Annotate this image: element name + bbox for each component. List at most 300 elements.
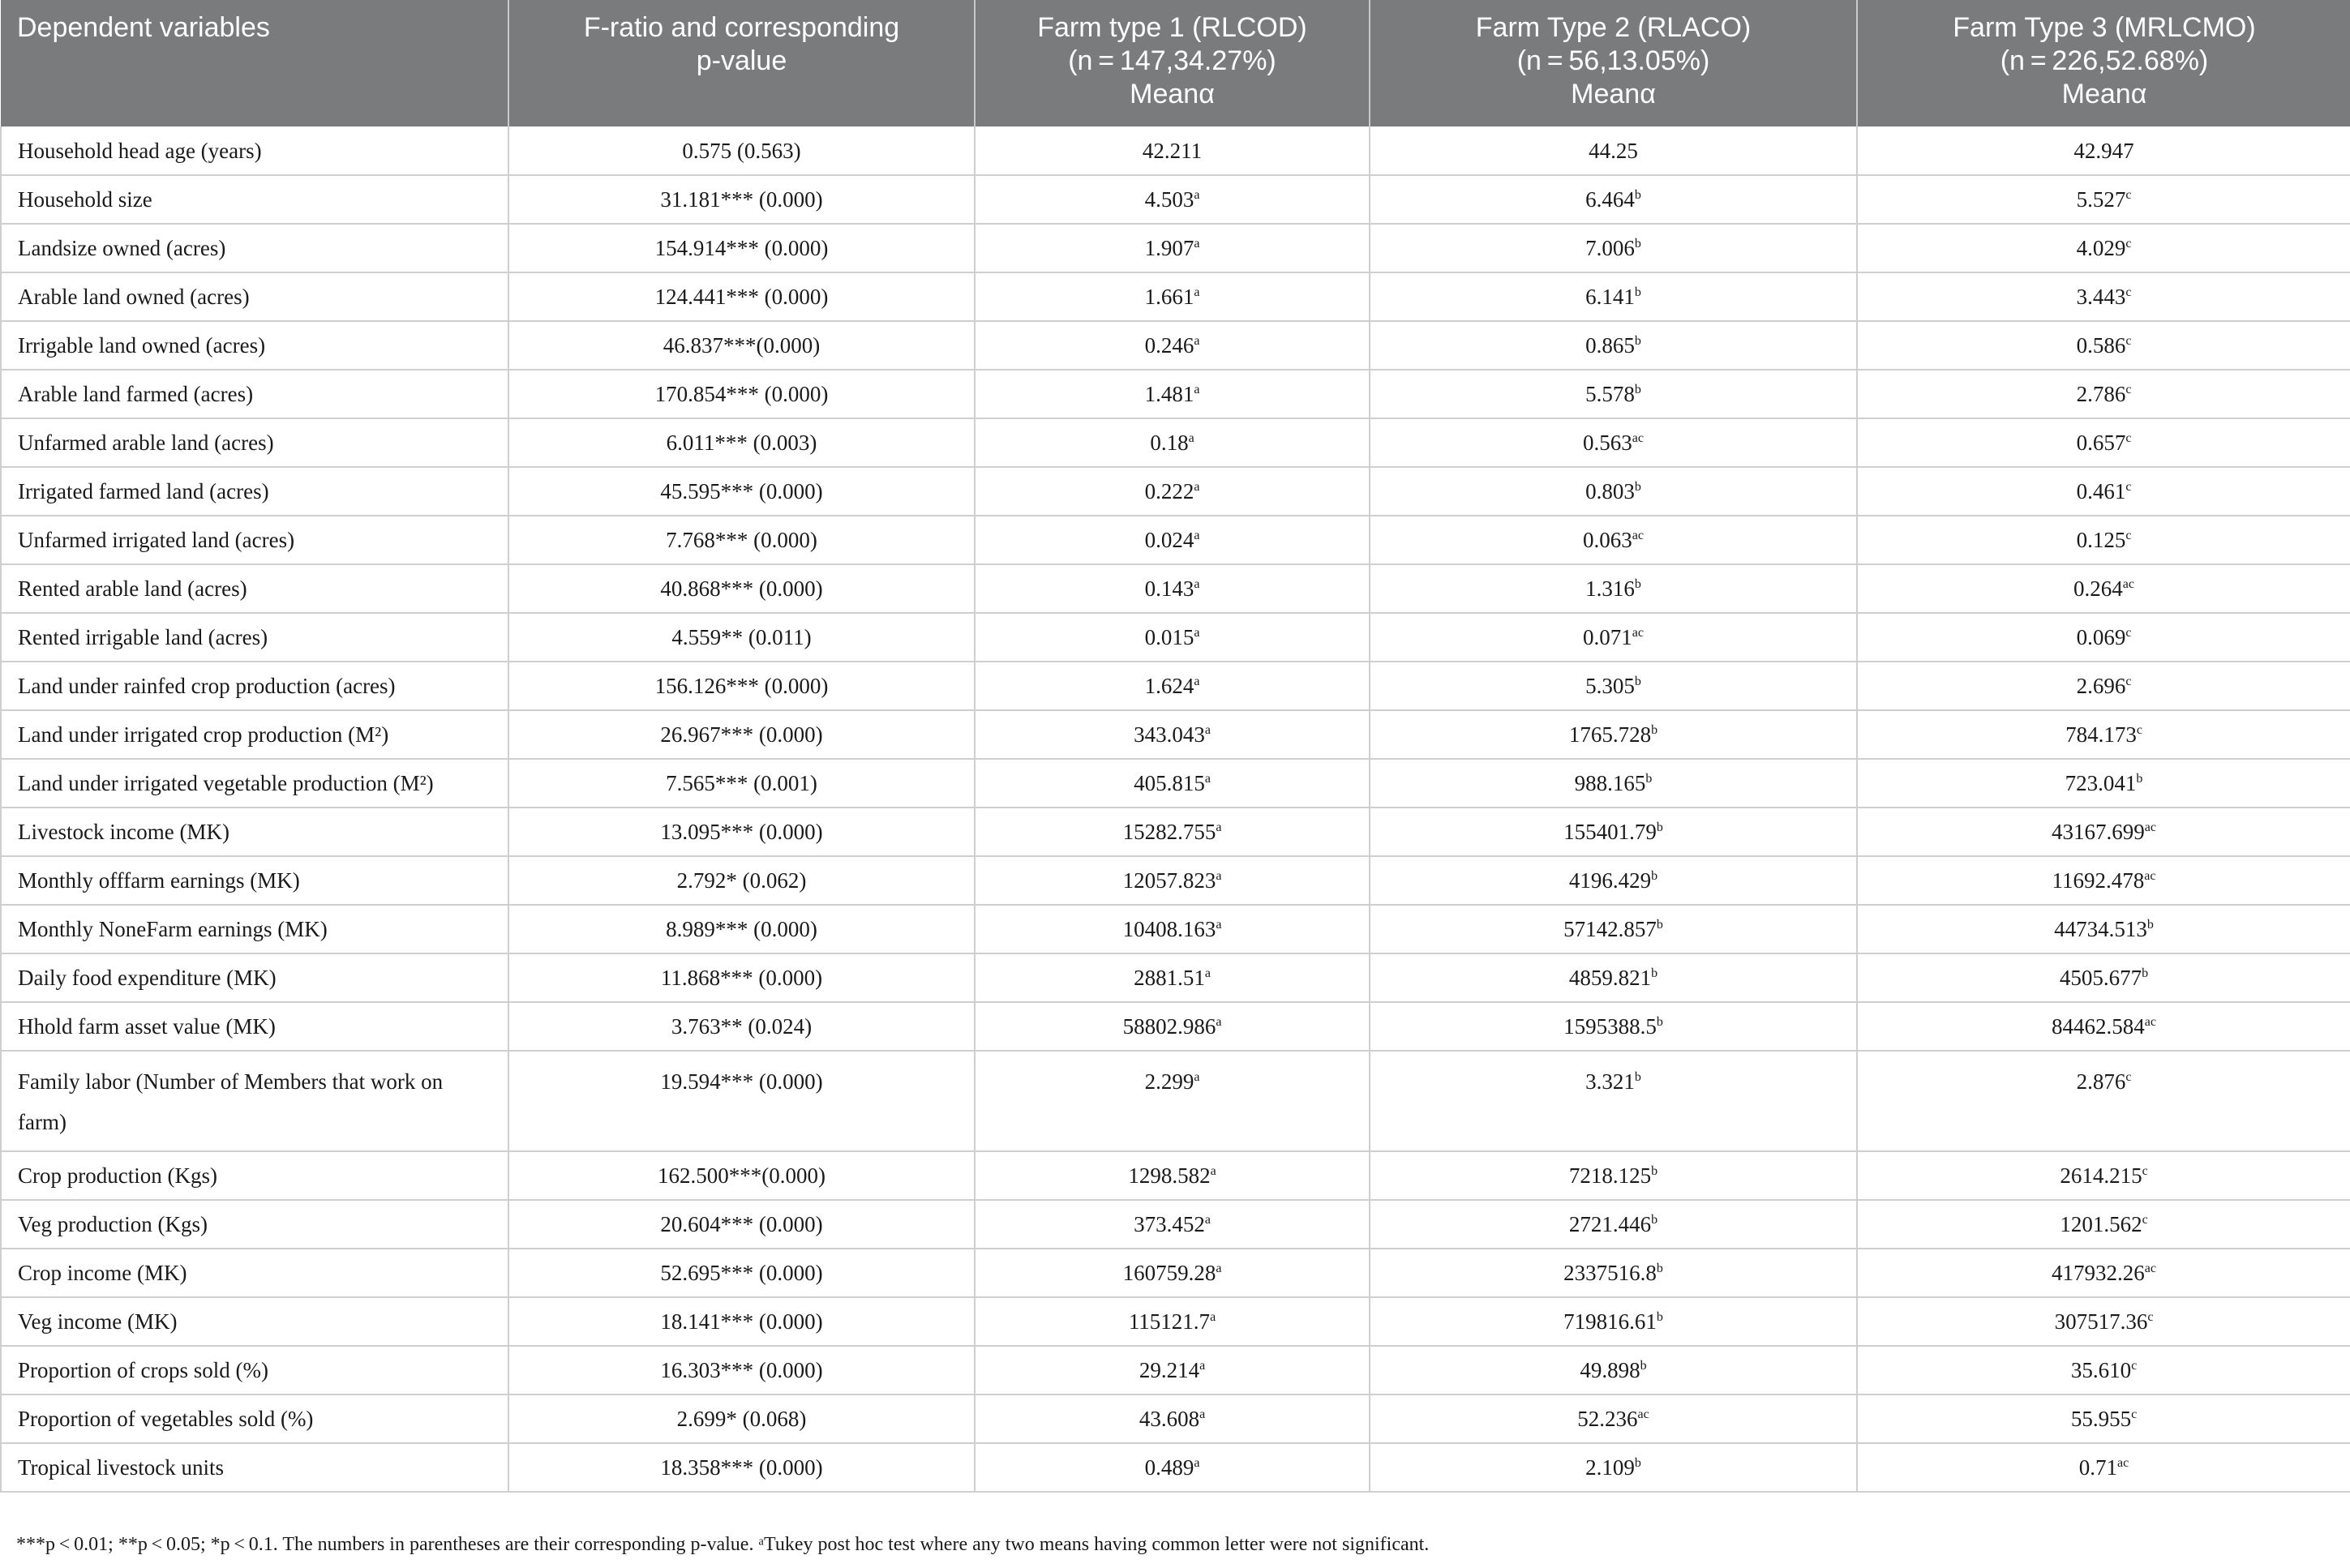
- variable-cell: Family labor (Number of Members that work on farm): [1, 1051, 508, 1151]
- tukey-letter: c: [2125, 626, 2132, 640]
- header-line: Farm Type 2 (RLACO): [1475, 12, 1752, 43]
- farm-type-1-mean-cell: [975, 1394, 1370, 1443]
- variable-cell: Land under irrigated crop production (M²): [1, 710, 508, 759]
- header-line: Dependent variables: [17, 12, 270, 43]
- f-ratio-cell: 18.141*** (0.000): [508, 1297, 975, 1346]
- table-row: [1, 564, 2350, 613]
- f-ratio-cell: 20.604*** (0.000): [508, 1200, 975, 1249]
- tukey-letter: c: [2125, 285, 2132, 299]
- farm-type-1-mean-cell: [975, 1151, 1370, 1200]
- farm-type-2-mean-cell: [1370, 1151, 1857, 1200]
- farm-type-2-mean-cell: [1370, 564, 1857, 613]
- table-row: [1, 224, 2350, 272]
- tukey-letter: ac: [2144, 869, 2156, 883]
- farm-type-1-mean-cell: [975, 613, 1370, 662]
- table-row: [1, 321, 2350, 370]
- mean-value: 6.141: [1585, 285, 1635, 309]
- mean-value: 52.236: [1577, 1407, 1638, 1431]
- mean-value: 1201.562: [2060, 1212, 2142, 1236]
- farm-type-1-mean-cell: [975, 1051, 1370, 1151]
- mean-value: 43167.699: [2052, 820, 2145, 844]
- mean-value: 2614.215: [2060, 1163, 2142, 1188]
- tukey-letter: c: [2131, 1407, 2138, 1421]
- farm-type-3-mean-cell: [1857, 418, 2350, 467]
- farm-type-3-mean-cell: [1857, 662, 2350, 710]
- variable-cell: Hhold farm asset value (MK): [1, 1002, 508, 1051]
- variable-cell: Arable land farmed (acres): [1, 370, 508, 418]
- farm-type-2-mean-cell: [1370, 759, 1857, 808]
- variable-cell: Land under rainfed crop production (acres): [1, 662, 508, 710]
- tukey-letter: b: [1634, 285, 1641, 299]
- tukey-letter: c: [2125, 529, 2132, 542]
- variable-cell: Daily food expenditure (MK): [1, 953, 508, 1002]
- tukey-letter: a: [1194, 675, 1200, 688]
- mean-value: 405.815: [1134, 771, 1205, 795]
- farm-type-3-mean-cell: [1857, 321, 2350, 370]
- farm-type-1-mean-cell: [975, 759, 1370, 808]
- farm-type-1-mean-cell: [975, 516, 1370, 564]
- table-row: [1, 126, 2350, 175]
- farm-type-3-mean-cell: [1857, 224, 2350, 272]
- tukey-letter: ac: [1637, 1407, 1649, 1421]
- table-row: [1, 1346, 2350, 1394]
- farm-type-3-mean-cell: [1857, 1200, 2350, 1249]
- f-ratio-cell: 0.575 (0.563): [508, 126, 975, 175]
- mean-value: 29.214: [1139, 1358, 1200, 1382]
- mean-value: 2721.446: [1568, 1212, 1652, 1236]
- mean-value: 55.955: [2070, 1407, 2132, 1431]
- tukey-letter: a: [1194, 529, 1200, 542]
- mean-value: 160759.28: [1122, 1261, 1216, 1285]
- tukey-letter: c: [2142, 1213, 2148, 1227]
- tukey-letter: b: [1656, 1262, 1663, 1275]
- variable-cell: Land under irrigated vegetable production (M²): [1, 759, 508, 808]
- f-ratio-cell: 46.837***(0.000): [508, 321, 975, 370]
- mean-value: 0.143: [1144, 576, 1194, 601]
- variable-cell: Crop production (Kgs): [1, 1151, 508, 1200]
- mean-value: 6.464: [1585, 187, 1635, 212]
- f-ratio-cell: 7.768*** (0.000): [508, 516, 975, 564]
- table-row: [1, 516, 2350, 564]
- table-row: [1, 1443, 2350, 1492]
- farm-type-1-mean-cell: [975, 1200, 1370, 1249]
- farm-type-1-mean-cell: [975, 564, 1370, 613]
- mean-value: 0.461: [2076, 479, 2126, 503]
- tukey-letter: a: [1204, 723, 1211, 737]
- farm-type-2-mean-cell: [1370, 418, 1857, 467]
- header-line: F-ratio and corresponding: [583, 12, 900, 43]
- variable-cell: Landsize owned (acres): [1, 224, 508, 272]
- farm-type-3-mean-cell: [1857, 808, 2350, 856]
- farm-type-2-mean-cell: [1370, 856, 1857, 905]
- variable-cell: Rented arable land (acres): [1, 564, 508, 613]
- farm-type-2-mean-cell: [1370, 1249, 1857, 1297]
- mean-value: 7218.125: [1568, 1163, 1652, 1188]
- mean-value: 7.006: [1585, 236, 1635, 260]
- farm-type-2-mean-cell: [1370, 1002, 1857, 1051]
- mean-value: 0.222: [1144, 479, 1194, 503]
- farm-type-3-mean-cell: [1857, 564, 2350, 613]
- mean-value: 1.661: [1144, 285, 1194, 309]
- tukey-letter: a: [1194, 383, 1200, 396]
- mean-value: 15282.755: [1122, 820, 1216, 844]
- farm-type-3-mean-cell: [1857, 467, 2350, 516]
- mean-value: 1765.728: [1568, 722, 1652, 747]
- header-row: [1, 0, 2350, 126]
- farm-type-1-mean-cell: [975, 175, 1370, 224]
- mean-value: 0.071: [1583, 625, 1632, 649]
- f-ratio-cell: 162.500***(0.000): [508, 1151, 975, 1200]
- tukey-letter: b: [1651, 723, 1658, 737]
- mean-value: 3.443: [2076, 285, 2126, 309]
- variable-cell: Proportion of vegetables sold (%): [1, 1394, 508, 1443]
- mean-value: 2.696: [2076, 674, 2126, 698]
- mean-value: 723.041: [2065, 771, 2137, 795]
- f-ratio-cell: 170.854*** (0.000): [508, 370, 975, 418]
- variable-cell: Household head age (years): [1, 126, 508, 175]
- farm-type-3-mean-cell: [1857, 272, 2350, 321]
- mean-value: 1.481: [1144, 382, 1194, 406]
- tukey-letter: b: [2142, 966, 2149, 980]
- farm-type-2-mean-cell: [1370, 808, 1857, 856]
- tukey-letter: a: [1199, 1407, 1206, 1421]
- tukey-letter: b: [1634, 383, 1641, 396]
- tukey-letter: c: [2136, 723, 2142, 737]
- farm-type-3-mean-cell: [1857, 1002, 2350, 1051]
- tukey-letter: a: [1204, 966, 1211, 980]
- table-body: [1, 126, 2350, 1492]
- tukey-letter: b: [1640, 1359, 1647, 1373]
- mean-value: 2337516.8: [1563, 1261, 1657, 1285]
- tukey-letter: b: [1651, 966, 1658, 980]
- tukey-letter: a: [1194, 577, 1200, 591]
- mean-value: 4505.677: [2059, 966, 2142, 990]
- farm-type-2-mean-cell: [1370, 1394, 1857, 1443]
- farm-type-1-mean-cell: [975, 710, 1370, 759]
- tukey-letter: ac: [2122, 577, 2134, 591]
- f-ratio-cell: 16.303*** (0.000): [508, 1346, 975, 1394]
- farm-type-2-mean-cell: [1370, 953, 1857, 1002]
- mean-value: 0.865: [1585, 333, 1635, 358]
- tukey-letter: b: [2146, 918, 2154, 932]
- header-line: (n = 56,13.05%): [1516, 45, 1710, 76]
- mean-value: 5.305: [1585, 674, 1635, 698]
- tukey-letter: ac: [2144, 1015, 2156, 1029]
- header-line: Meanα: [2061, 79, 2147, 109]
- variable-cell: Unfarmed arable land (acres): [1, 418, 508, 467]
- tukey-letter: b: [1656, 820, 1663, 834]
- table-row: [1, 1051, 2350, 1151]
- tukey-letter: b: [1634, 480, 1641, 494]
- header-farm-type-2: [1370, 0, 1857, 126]
- mean-value: 1.907: [1144, 236, 1194, 260]
- mean-value: 115121.7: [1128, 1309, 1211, 1334]
- tukey-letter: a: [1194, 626, 1200, 640]
- farm-type-1-mean-cell: [975, 126, 1370, 175]
- tukey-letter: c: [2125, 675, 2132, 688]
- farm-type-1-mean-cell: [975, 370, 1370, 418]
- tukey-letter: a: [1216, 918, 1222, 932]
- mean-value: 0.586: [2076, 333, 2126, 358]
- farm-type-2-mean-cell: [1370, 1443, 1857, 1492]
- mean-value: 307517.36: [2054, 1309, 2148, 1334]
- variable-cell: Crop income (MK): [1, 1249, 508, 1297]
- farm-type-1-mean-cell: [975, 905, 1370, 953]
- tukey-letter: c: [2125, 1070, 2132, 1084]
- tukey-letter: a: [1204, 1213, 1211, 1227]
- tukey-letter: c: [2125, 334, 2132, 348]
- tukey-letter: a: [1216, 1015, 1222, 1029]
- table-row: [1, 710, 2350, 759]
- tukey-letter: a: [1194, 1456, 1200, 1470]
- mean-value: 44734.513: [2054, 917, 2147, 941]
- tukey-letter: a: [1199, 1359, 1206, 1373]
- variable-cell: Veg income (MK): [1, 1297, 508, 1346]
- mean-value: 5.527: [2076, 187, 2126, 212]
- table-row: [1, 467, 2350, 516]
- mean-value: 155401.79: [1563, 820, 1657, 844]
- mean-value: 0.069: [2076, 625, 2126, 649]
- tukey-letter: b: [1656, 1310, 1663, 1324]
- mean-value: 0.246: [1144, 333, 1194, 358]
- farm-type-3-mean-cell: [1857, 710, 2350, 759]
- mean-value: 2.299: [1144, 1069, 1194, 1094]
- mean-value: 0.803: [1585, 479, 1635, 503]
- mean-value: 42.947: [2073, 138, 2134, 163]
- table-row: [1, 759, 2350, 808]
- farm-type-3-mean-cell: [1857, 856, 2350, 905]
- farm-type-3-mean-cell: [1857, 1394, 2350, 1443]
- mean-value: 988.165: [1574, 771, 1646, 795]
- table-row: [1, 1200, 2350, 1249]
- farm-type-2-mean-cell: [1370, 467, 1857, 516]
- header-line: Meanα: [1130, 79, 1215, 109]
- tukey-letter: a: [1194, 237, 1200, 251]
- tukey-letter: a: [1210, 1164, 1216, 1178]
- f-ratio-cell: 124.441*** (0.000): [508, 272, 975, 321]
- f-ratio-cell: 8.989*** (0.000): [508, 905, 975, 953]
- mean-value: 2881.51: [1134, 966, 1205, 990]
- f-ratio-cell: 13.095*** (0.000): [508, 808, 975, 856]
- header-dependent-variables: [1, 0, 508, 126]
- header-farm-type-3: [1857, 0, 2350, 126]
- tukey-letter: a: [1210, 1310, 1216, 1324]
- mean-value: 0.264: [2073, 576, 2123, 601]
- mean-value: 58802.986: [1122, 1014, 1216, 1039]
- mean-value: 57142.857: [1563, 917, 1657, 941]
- farm-type-3-mean-cell: [1857, 905, 2350, 953]
- variable-cell: Irrigated farmed land (acres): [1, 467, 508, 516]
- mean-value: 0.125: [2076, 528, 2126, 552]
- farm-type-3-mean-cell: [1857, 1249, 2350, 1297]
- mean-value: 4859.821: [1568, 966, 1652, 990]
- farm-type-2-mean-cell: [1370, 321, 1857, 370]
- table-row: [1, 1151, 2350, 1200]
- farm-type-3-mean-cell: [1857, 613, 2350, 662]
- tukey-letter: b: [1645, 772, 1653, 786]
- tukey-letter: ac: [2144, 1262, 2156, 1275]
- f-ratio-cell: 52.695*** (0.000): [508, 1249, 975, 1297]
- table-footnote: ***p < 0.01; **p < 0.05; *p < 0.1. The numbers in parentheses are their corresponding p-value. ᵃTukey post hoc test where any two means having common letter were not significant.: [16, 1534, 1430, 1555]
- mean-value: 2.876: [2076, 1069, 2126, 1094]
- variable-cell: Veg production (Kgs): [1, 1200, 508, 1249]
- variable-cell: Livestock income (MK): [1, 808, 508, 856]
- header-line: (n = 226,52.68%): [2000, 45, 2209, 76]
- farm-type-3-mean-cell: [1857, 953, 2350, 1002]
- tukey-letter: a: [1216, 1262, 1222, 1275]
- tukey-letter: c: [2125, 383, 2132, 396]
- f-ratio-cell: 7.565*** (0.001): [508, 759, 975, 808]
- tukey-letter: b: [1634, 237, 1641, 251]
- mean-value: 0.024: [1144, 528, 1194, 552]
- tukey-letter: a: [1216, 869, 1222, 883]
- mean-value: 11692.478: [2052, 868, 2145, 893]
- farm-type-3-mean-cell: [1857, 1346, 2350, 1394]
- tukey-letter: a: [1188, 431, 1194, 445]
- table-row: [1, 662, 2350, 710]
- variable-cell: Irrigable land owned (acres): [1, 321, 508, 370]
- table-row: [1, 953, 2350, 1002]
- farm-type-2-mean-cell: [1370, 1051, 1857, 1151]
- tukey-letter: ac: [1632, 626, 1644, 640]
- header-farm-type-1: [975, 0, 1370, 126]
- tukey-letter: c: [2125, 237, 2132, 251]
- mean-value: 2.109: [1585, 1455, 1635, 1480]
- farm-type-1-mean-cell: [975, 856, 1370, 905]
- table-row: [1, 1297, 2350, 1346]
- tukey-letter: b: [2136, 772, 2143, 786]
- farm-type-3-mean-cell: [1857, 759, 2350, 808]
- farm-type-2-mean-cell: [1370, 905, 1857, 953]
- f-ratio-cell: 40.868*** (0.000): [508, 564, 975, 613]
- mean-value: 4.503: [1144, 187, 1194, 212]
- farm-type-3-mean-cell: [1857, 1051, 2350, 1151]
- tukey-letter: ac: [2144, 820, 2156, 834]
- farm-type-1-mean-cell: [975, 1346, 1370, 1394]
- mean-value: 4.029: [2076, 236, 2126, 260]
- tukey-letter: c: [2131, 1359, 2138, 1373]
- mean-value: 0.657: [2076, 431, 2126, 455]
- table-row: [1, 1249, 2350, 1297]
- mean-value: 0.71: [2078, 1455, 2118, 1480]
- tukey-letter: b: [1634, 334, 1641, 348]
- farm-type-3-mean-cell: [1857, 1443, 2350, 1492]
- table-row: [1, 272, 2350, 321]
- header-line: (n = 147,34.27%): [1068, 45, 1276, 76]
- farm-type-1-mean-cell: [975, 1443, 1370, 1492]
- farm-type-2-mean-cell: [1370, 710, 1857, 759]
- mean-value: 784.173: [2065, 722, 2137, 747]
- farm-type-1-mean-cell: [975, 808, 1370, 856]
- f-ratio-cell: 156.126*** (0.000): [508, 662, 975, 710]
- f-ratio-cell: 19.594*** (0.000): [508, 1051, 975, 1151]
- farm-type-2-mean-cell: [1370, 224, 1857, 272]
- mean-value: 719816.61: [1563, 1309, 1657, 1334]
- tukey-letter: ac: [2117, 1456, 2129, 1470]
- mean-value: 1.624: [1144, 674, 1194, 698]
- variable-cell: Unfarmed irrigated land (acres): [1, 516, 508, 564]
- mean-value: 0.489: [1144, 1455, 1194, 1480]
- mean-value: 2.786: [2076, 382, 2126, 406]
- tukey-letter: c: [2125, 431, 2132, 445]
- tukey-letter: b: [1651, 1213, 1658, 1227]
- f-ratio-cell: 11.868*** (0.000): [508, 953, 975, 1002]
- tukey-letter: ac: [1632, 431, 1644, 445]
- f-ratio-cell: 4.559** (0.011): [508, 613, 975, 662]
- tukey-letter: a: [1204, 772, 1211, 786]
- farm-type-1-mean-cell: [975, 467, 1370, 516]
- tukey-letter: c: [2125, 480, 2132, 494]
- farm-type-2-mean-cell: [1370, 272, 1857, 321]
- mean-value: 373.452: [1134, 1212, 1205, 1236]
- mean-value: 0.015: [1144, 625, 1194, 649]
- farm-type-2-mean-cell: [1370, 370, 1857, 418]
- mean-value: 0.063: [1583, 528, 1632, 552]
- header-line: p-value: [696, 45, 787, 76]
- farm-type-1-mean-cell: [975, 1002, 1370, 1051]
- tukey-letter: b: [1634, 675, 1641, 688]
- farm-type-1-mean-cell: [975, 272, 1370, 321]
- farm-type-3-mean-cell: [1857, 1151, 2350, 1200]
- mean-value: 4196.429: [1568, 868, 1652, 893]
- header-line: Meanα: [1571, 79, 1656, 109]
- tukey-letter: c: [2125, 188, 2132, 202]
- table-row: [1, 418, 2350, 467]
- table-row: [1, 856, 2350, 905]
- table-row: [1, 1394, 2350, 1443]
- farm-type-2-mean-cell: [1370, 516, 1857, 564]
- farm-type-3-mean-cell: [1857, 1297, 2350, 1346]
- f-ratio-cell: 31.181*** (0.000): [508, 175, 975, 224]
- mean-value: 44.25: [1589, 138, 1638, 163]
- tukey-letter: b: [1651, 869, 1658, 883]
- table-row: [1, 808, 2350, 856]
- tukey-letter: b: [1634, 1456, 1641, 1470]
- variable-cell: Monthly offfarm earnings (MK): [1, 856, 508, 905]
- header-line: Farm Type 3 (MRLCMO): [1953, 12, 2256, 43]
- mean-value: 43.608: [1139, 1407, 1200, 1431]
- farm-type-2-mean-cell: [1370, 175, 1857, 224]
- farm-type-3-mean-cell: [1857, 126, 2350, 175]
- farm-type-1-mean-cell: [975, 418, 1370, 467]
- tukey-letter: a: [1216, 820, 1222, 834]
- f-ratio-cell: 2.792* (0.062): [508, 856, 975, 905]
- mean-value: 0.563: [1583, 431, 1632, 455]
- table-row: [1, 905, 2350, 953]
- f-ratio-cell: 45.595*** (0.000): [508, 467, 975, 516]
- f-ratio-cell: 26.967*** (0.000): [508, 710, 975, 759]
- table-header: [1, 0, 2350, 126]
- farm-type-1-mean-cell: [975, 953, 1370, 1002]
- tukey-letter: c: [2147, 1310, 2154, 1324]
- variable-cell: Household size: [1, 175, 508, 224]
- variable-cell: Tropical livestock units: [1, 1443, 508, 1492]
- tukey-letter: b: [1656, 1015, 1663, 1029]
- f-ratio-cell: 2.699* (0.068): [508, 1394, 975, 1443]
- f-ratio-cell: 18.358*** (0.000): [508, 1443, 975, 1492]
- farm-type-2-mean-cell: [1370, 1346, 1857, 1394]
- mean-value: 1595388.5: [1563, 1014, 1657, 1039]
- farm-type-1-mean-cell: [975, 1297, 1370, 1346]
- tukey-letter: b: [1634, 1070, 1641, 1084]
- tukey-letter: a: [1194, 480, 1200, 494]
- f-ratio-cell: 3.763** (0.024): [508, 1002, 975, 1051]
- mean-value: 0.18: [1150, 431, 1189, 455]
- farm-type-3-mean-cell: [1857, 175, 2350, 224]
- table-row: [1, 370, 2350, 418]
- tukey-letter: a: [1194, 1070, 1200, 1084]
- tukey-letter: a: [1194, 334, 1200, 348]
